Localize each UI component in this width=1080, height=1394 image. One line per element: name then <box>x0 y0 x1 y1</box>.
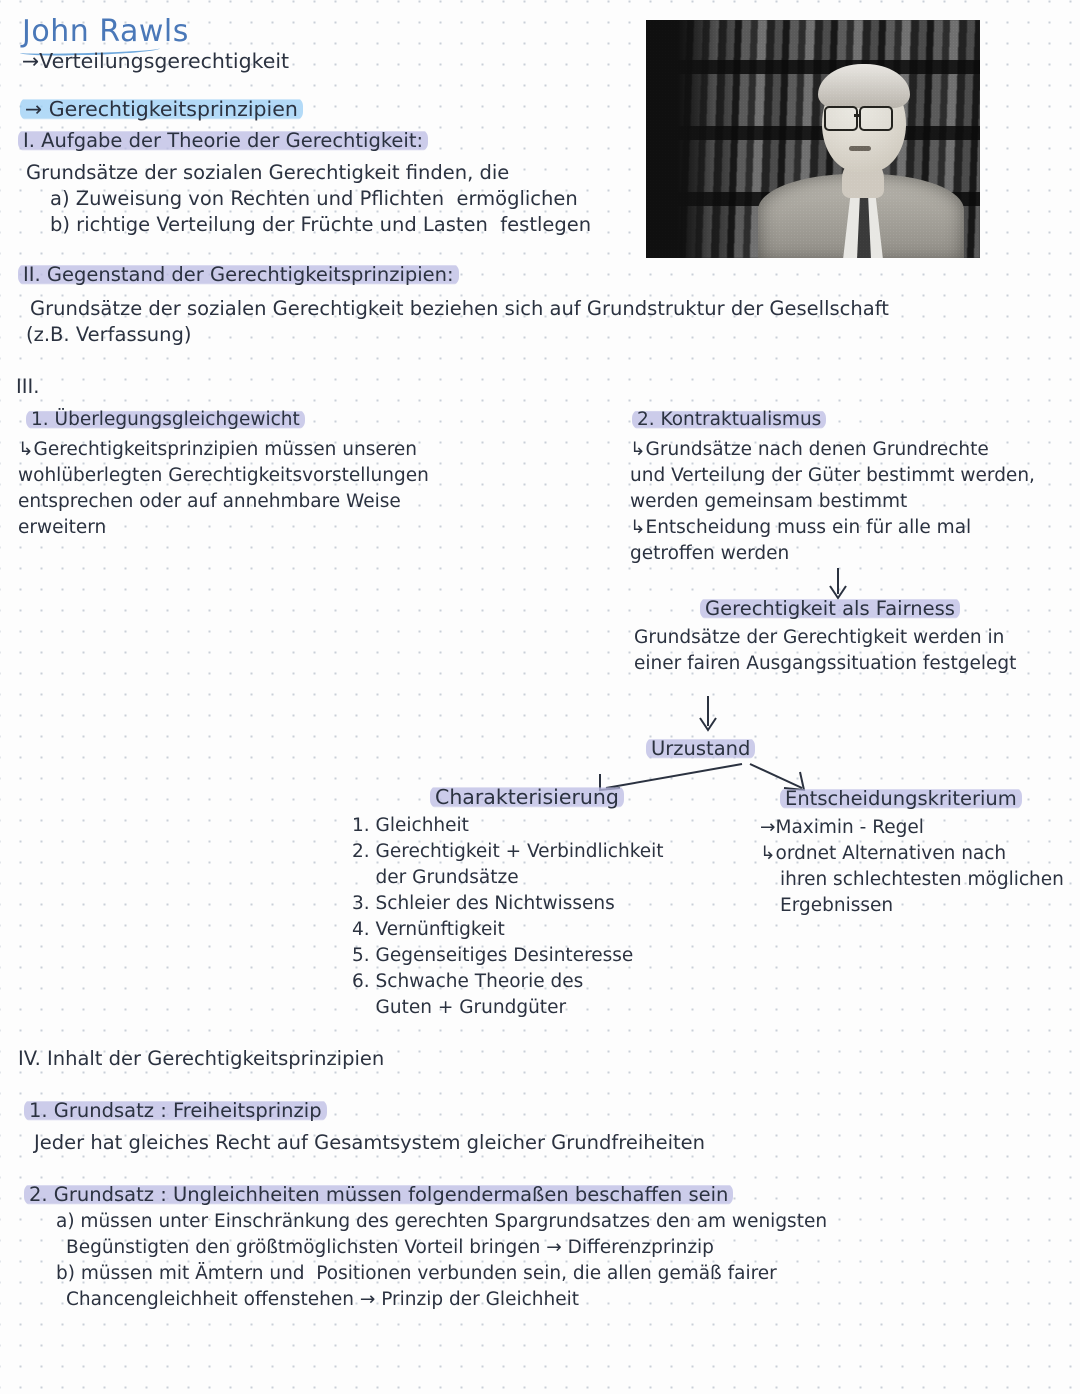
grundsatz1-title <box>24 1098 327 1124</box>
roman-I-item-a: a) Zuweisung von Rechten und Pflichten ermöglichen <box>50 187 578 210</box>
roman-II-line1: Grundsätze der sozialen Gerechtigkeit beziehen sich auf Grundstruktur der Gesellschaft <box>30 297 889 320</box>
charakterisierung-item: 2. Gerechtigkeit + Verbindlichkeit <box>352 841 664 862</box>
entscheidungskriterium-line2: ↳ordnet Alternativen nach <box>760 843 1007 864</box>
urzustand-text: Urzustand <box>646 737 755 760</box>
kontraktualismus-line1: ↳Grundsätze nach denen Grundrechte <box>630 439 989 460</box>
kontraktualismus-line3: werden gemeinsam bestimmt <box>630 491 908 512</box>
roman-III-heading: III. <box>16 375 40 398</box>
grundsatz2-title <box>24 1182 733 1208</box>
grundsatz2-title-text: 2. Grundsatz : Ungleichheiten müssen folgendermaßen beschaffen sein <box>24 1183 733 1206</box>
urzustand-label <box>646 736 755 762</box>
kontraktualismus-title <box>632 408 826 432</box>
charakterisierung-item: der Grundsätze <box>352 867 519 888</box>
kontraktualismus-title-text: 2. Kontraktualismus <box>632 409 826 430</box>
charakterisierung-title-text: Charakterisierung <box>430 785 624 809</box>
fairness-title <box>700 596 960 622</box>
roman-II-line2: (z.B. Verfassung) <box>26 323 192 346</box>
charakterisierung-item: 3. Schleier des Nichtwissens <box>352 893 615 914</box>
charakterisierung-item: 5. Gegenseitiges Desinteresse <box>352 945 634 966</box>
entscheidungskriterium-line3: ihren schlechtesten möglichen <box>780 869 1064 890</box>
fairness-line2: einer fairen Ausgangssituation festgelegt <box>634 653 1017 674</box>
entscheidungskriterium-line1: →Maximin - Regel <box>760 817 924 838</box>
grundsatz2-a-line2: Begünstigten den größtmöglichsten Vorteil bringen → Differenzprinzip <box>66 1237 714 1258</box>
roman-I-heading <box>18 128 428 154</box>
charakterisierung-item: 1. Gleichheit <box>352 815 469 836</box>
fairness-line1: Grundsätze der Gerechtigkeit werden in <box>634 627 1005 648</box>
roman-I-line1: Grundsätze der sozialen Gerechtigkeit finden, die <box>26 161 510 184</box>
portrait-photo-john-rawls <box>646 20 980 258</box>
kontraktualismus-line2: und Verteilung der Güter bestimmt werden, <box>630 465 1035 486</box>
charakterisierung-title <box>430 784 624 811</box>
grundsatz2-b-line1: b) müssen mit Ämtern und Positionen verbunden sein, die allen gemäß fairer <box>56 1263 777 1284</box>
grundsatz2-a-line1: a) müssen unter Einschränkung des gerechten Spargrundsatzes den am wenigsten <box>56 1211 828 1232</box>
roman-II-heading-text: II. Gegenstand der Gerechtigkeitsprinzipien: <box>18 263 459 286</box>
ueberlegung-line4: erweitern <box>18 517 107 538</box>
ueberlegung-line3: entsprechen oder auf annehmbare Weise <box>18 491 401 512</box>
roman-IV-heading: IV. Inhalt der Gerechtigkeitsprinzipien <box>18 1047 385 1070</box>
ueberlegung-line2: wohlüberlegten Gerechtigkeitsvorstellungen <box>18 465 429 486</box>
fairness-title-text: Gerechtigkeit als Fairness <box>700 597 960 620</box>
ueberlegungsgleichgewicht-title-text: 1. Überlegungsgleichgewicht <box>26 409 305 430</box>
photo-grain <box>646 20 980 258</box>
grundsatz1-line1: Jeder hat gleiches Recht auf Gesamtsystem gleicher Grundfreiheiten <box>34 1131 706 1154</box>
grundsatz1-title-text: 1. Grundsatz : Freiheitsprinzip <box>24 1099 327 1122</box>
ueberlegungsgleichgewicht-title <box>26 408 305 432</box>
arrow-down-to-urzustand <box>690 694 730 738</box>
charakterisierung-item: Guten + Grundgüter <box>352 997 567 1018</box>
entscheidungskriterium-title <box>780 786 1022 812</box>
page-title: John Rawls <box>22 14 189 49</box>
charakterisierung-item: 4. Vernünftigkeit <box>352 919 505 940</box>
entscheidungskriterium-line4: Ergebnissen <box>780 895 894 916</box>
roman-II-heading <box>18 262 459 288</box>
section-heading <box>20 96 303 123</box>
kontraktualismus-line4: ↳Entscheidung muss ein für alle mal <box>630 517 972 538</box>
charakterisierung-item: 6. Schwache Theorie des <box>352 971 584 992</box>
grundsatz2-b-line2: Chancengleichheit offenstehen → Prinzip der Gleichheit <box>66 1289 579 1310</box>
ueberlegung-line1: ↳Gerechtigkeitsprinzipien müssen unseren <box>18 439 418 460</box>
roman-I-item-b: b) richtige Verteilung der Früchte und Lasten festlegen <box>50 213 592 236</box>
section-heading-text: → Gerechtigkeitsprinzipien <box>20 97 303 121</box>
kontraktualismus-line5: getroffen werden <box>630 543 790 564</box>
subtitle: →Verteilungsgerechtigkeit <box>22 49 290 73</box>
roman-I-heading-text: I. Aufgabe der Theorie der Gerechtigkeit: <box>18 129 428 152</box>
entscheidungskriterium-title-text: Entscheidungskriterium <box>780 787 1022 810</box>
